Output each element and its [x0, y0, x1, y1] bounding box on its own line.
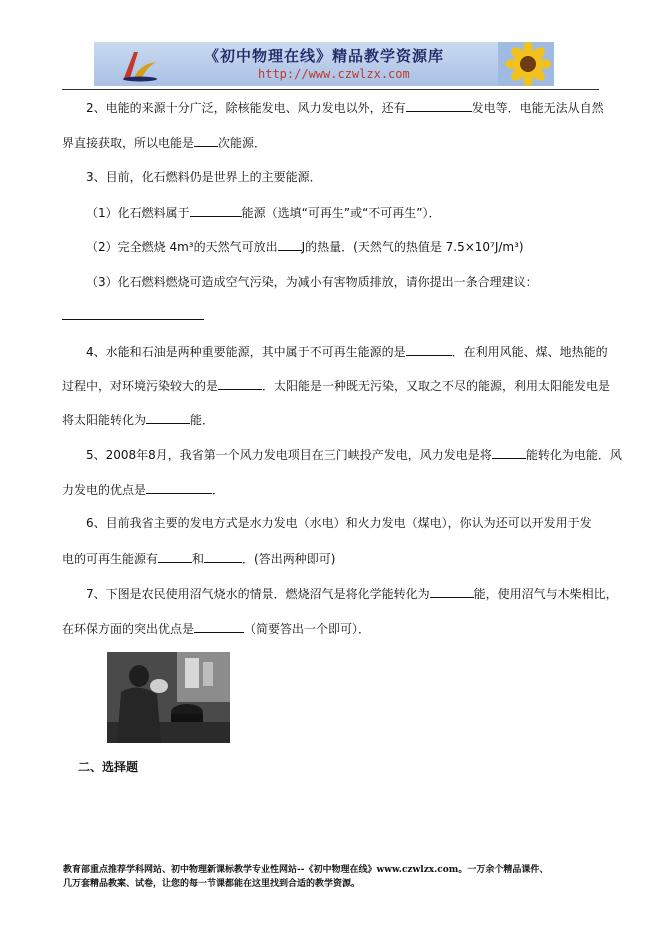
- footer-line-2: 几万套精品教案、试卷，让您的每一节课都能在这里找到合适的教学资源。: [63, 879, 361, 889]
- banner-url: http://www.czwlzx.com: [258, 67, 410, 81]
- question-4-line-3: 将太阳能转化为 能．: [62, 413, 215, 427]
- question-3-part-2: （2）完全燃烧 4m³的天然气可放出 J的热量．(天然气的热值是 7.5×10⁷J/m³): [86, 240, 524, 254]
- answer-blank[interactable]: [406, 99, 472, 112]
- answer-blank[interactable]: [430, 585, 474, 598]
- answer-blank[interactable]: [194, 134, 218, 147]
- question-3-part-3: （3）化石燃料燃烧可造成空气污染，为减小有害物质排放，请你提出一条合理建议：: [86, 275, 538, 289]
- answer-blank[interactable]: [278, 238, 302, 251]
- question-5-line-1: 5、2008年8月，我省第一个风力发电项目在三门峡投产发电，风力发电是将 能转化为电能．风: [86, 448, 622, 462]
- answer-blank[interactable]: [146, 481, 212, 494]
- header-divider: [62, 89, 599, 90]
- logo-icon: [120, 48, 160, 82]
- question-7-line-2: 在环保方面的突出优点是 （简要答出一个即可）．: [62, 622, 371, 636]
- header-banner: [94, 42, 554, 86]
- farmer-boiling-water-image: [107, 652, 230, 743]
- answer-blank[interactable]: [158, 550, 192, 563]
- answer-blank[interactable]: [492, 446, 526, 459]
- answer-blank[interactable]: [406, 343, 452, 356]
- answer-blank[interactable]: [146, 411, 190, 424]
- question-3-part-1: （1）化石燃料属于 能源（选填“可再生”或“不可再生”）．: [86, 206, 441, 220]
- section-heading-choice: 二、选择题: [78, 760, 139, 774]
- biogas-photo: [107, 652, 230, 743]
- answer-blank[interactable]: [218, 377, 262, 390]
- question-4-line-1: 4、水能和石油是两种重要能源，其中属于不可再生能源的是 ．在利用风能、煤、地热能的: [86, 345, 608, 359]
- answer-line[interactable]: [62, 319, 204, 320]
- question-2-line-2: 界直接获取，所以电能是 次能源．: [62, 136, 267, 150]
- question-5-line-2: 力发电的优点是 ．: [62, 483, 225, 497]
- question-6-line-2: 电的可再生能源有 和 ．(答出两种即可): [62, 552, 336, 566]
- question-7-line-1: 7、下图是农民使用沼气烧水的情景．燃烧沼气是将化学能转化为 能，使用沼气与木柴相比，: [86, 587, 618, 601]
- question-3-intro: 3、目前，化石燃料仍是世界上的主要能源．: [86, 170, 322, 184]
- answer-blank[interactable]: [194, 620, 244, 633]
- question-6-line-1: 6、目前我省主要的发电方式是水力发电（水电）和火力发电（煤电），你认为还可以开发用于发: [86, 516, 592, 530]
- question-2-line-1: 2、电能的来源十分广泛，除核能发电、风力发电以外，还有 发电等．电能无法从自然: [86, 101, 604, 115]
- question-4-line-2: 过程中，对环境污染较大的是 ．太阳能是一种既无污染，又取之不尽的能源，利用太阳能发电是: [62, 379, 611, 393]
- answer-blank[interactable]: [204, 550, 242, 563]
- banner-title: 《初中物理在线》精品教学资源库: [204, 47, 445, 65]
- answer-blank[interactable]: [190, 204, 242, 217]
- sunflower-icon: [498, 42, 554, 86]
- footer-line-1: 教育部重点推荐学科网站、初中物理新课标教学专业性网站--《初中物理在线》www.czwlzx.com。一万余个精品课件、: [63, 865, 549, 875]
